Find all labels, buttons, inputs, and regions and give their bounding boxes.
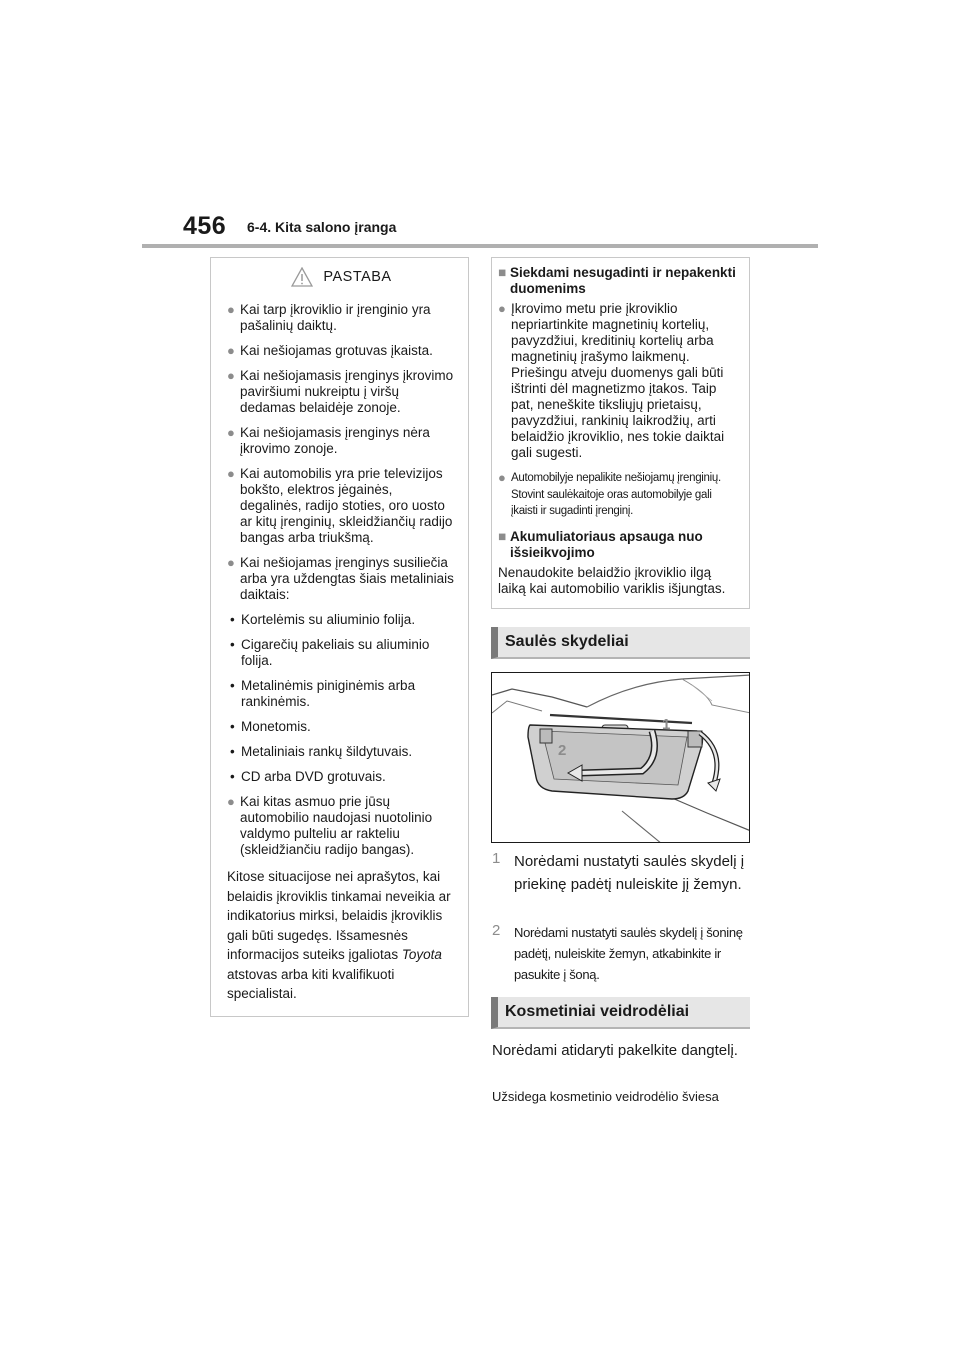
info-heading: ■ Siekdami nesugadinti ir nepakenkti duomenims	[498, 265, 736, 296]
note-item: ● Kai kitas asmuo prie jūsų automobilio naudojasi nuotolinio valdymo pulteliu ar rakteliu (skleidžiančiu radijo bangas).	[227, 794, 433, 857]
note-closing: Kitose situacijose nei aprašytos, kai belaidis įkroviklis tinkamai neveikia ar indikatorius mirksi, belaidis įkroviklis gali būti sugedęs. Išsamesnės informacijos suteiks įgaliotas Toyota atstovas arba kiti kvalifikuoti specialistai.	[227, 869, 451, 1001]
step-text: Norėdami nustatyti saulės skydelį į šoninę padėtį, nuleiskite žemyn, atkabinkite ir pasukite į šoną.	[514, 925, 743, 982]
info-heading: ■ Akumuliatoriaus apsauga nuo išsieikvojimo	[498, 528, 703, 560]
vanity-mirrors-heading: Kosmetiniai veidrodėliai	[491, 997, 750, 1029]
vanity-mirrors-note: Užsidega kosmetinio veidrodėlio šviesa	[492, 1089, 719, 1104]
section-title: 6-4. Kita salono įranga	[247, 219, 397, 235]
note-subitem: • Monetomis.	[230, 719, 311, 734]
note-item: ● Kai nešiojamas įrenginys susiliečia arba yra uždengtas šiais metaliniais daiktais:	[227, 555, 454, 602]
sun-visor-illustration	[491, 672, 750, 843]
vanity-mirrors-text: Norėdami atidaryti pakelkite dangtelį.	[492, 1042, 738, 1059]
step-2	[492, 922, 754, 985]
note-item: ● Kai automobilis yra prie televizijos bokšto, elektros jėgainės, degalinės, radijo stoties, oro uosto ar kitų įrenginių, skleidžiančių radijo bangas arba triukšmą.	[227, 466, 453, 545]
callout-1: 1	[662, 716, 671, 733]
info-box	[491, 257, 750, 609]
note-header	[227, 258, 456, 296]
note-label: PASTABA	[323, 269, 392, 285]
step-1	[492, 850, 754, 896]
page-number: 456	[183, 212, 227, 240]
note-subitem: • Metalinėmis piniginėmis arba rankinėmis.	[230, 678, 416, 709]
note-item: ● Kai nešiojamasis įrenginys įkrovimo paviršiumi nukreiptu į viršų dedamas belaidėje zonoje.	[227, 368, 454, 415]
step-number: 1	[492, 850, 501, 867]
callout-2: 2	[558, 742, 567, 759]
note-item: ● Kai nešiojamasis įrenginys nėra įkrovimo zonoje.	[227, 425, 430, 456]
step-text: Norėdami nustatyti saulės skydelį į priekinę padėtį nuleiskite jį žemyn.	[514, 853, 745, 893]
note-subitem: • CD arba DVD grotuvais.	[230, 769, 386, 784]
note-subitem: • Kortelėmis su aliuminio folija.	[230, 612, 416, 627]
warning-triangle-icon	[291, 267, 313, 287]
note-subitem: • Cigarečių pakeliais su aliuminio folija.	[230, 637, 430, 668]
step-number: 2	[492, 922, 501, 939]
note-box	[210, 257, 469, 1017]
note-subitem: • Metaliniais rankų šildytuvais.	[230, 744, 413, 759]
note-item: ● Kai nešiojamas grotuvas įkaista.	[227, 343, 433, 358]
header-divider	[142, 244, 818, 248]
brand-name: Toyota	[401, 947, 442, 962]
info-item: ● Įkrovimo metu prie įkroviklio nepriartinkite magnetinių kortelių, pavyzdžiui, kreditinių kortelių arba magnetinių įrašymo laikmenų. Priešingu atveju duomenys gali būti ištrinti dėl magnetizmo įtakos. Taip pat, neneškite tiksliųjų prietaisų, pavyzdžiui, rankinių laikrodžių, arti belaidžio įkroviklio, nes tokie daiktai gali sugesti.	[498, 301, 725, 460]
info-text: Nenaudokite belaidžio įkroviklio ilgą laiką kai automobilio variklis išjungtas.	[498, 564, 726, 596]
note-item: ● Kai tarp įkroviklio ir įrenginio yra pašalinių daiktų.	[227, 302, 431, 333]
info-item: ● Automobilyje nepalikite nešiojamų įrenginių. Stovint saulėkaitoje oras automobilyje gali įkaisti ir sugadinti įrenginį.	[498, 470, 721, 517]
sun-visors-heading: Saulės skydeliai	[491, 627, 750, 659]
sun-visor-drawing	[492, 673, 750, 843]
